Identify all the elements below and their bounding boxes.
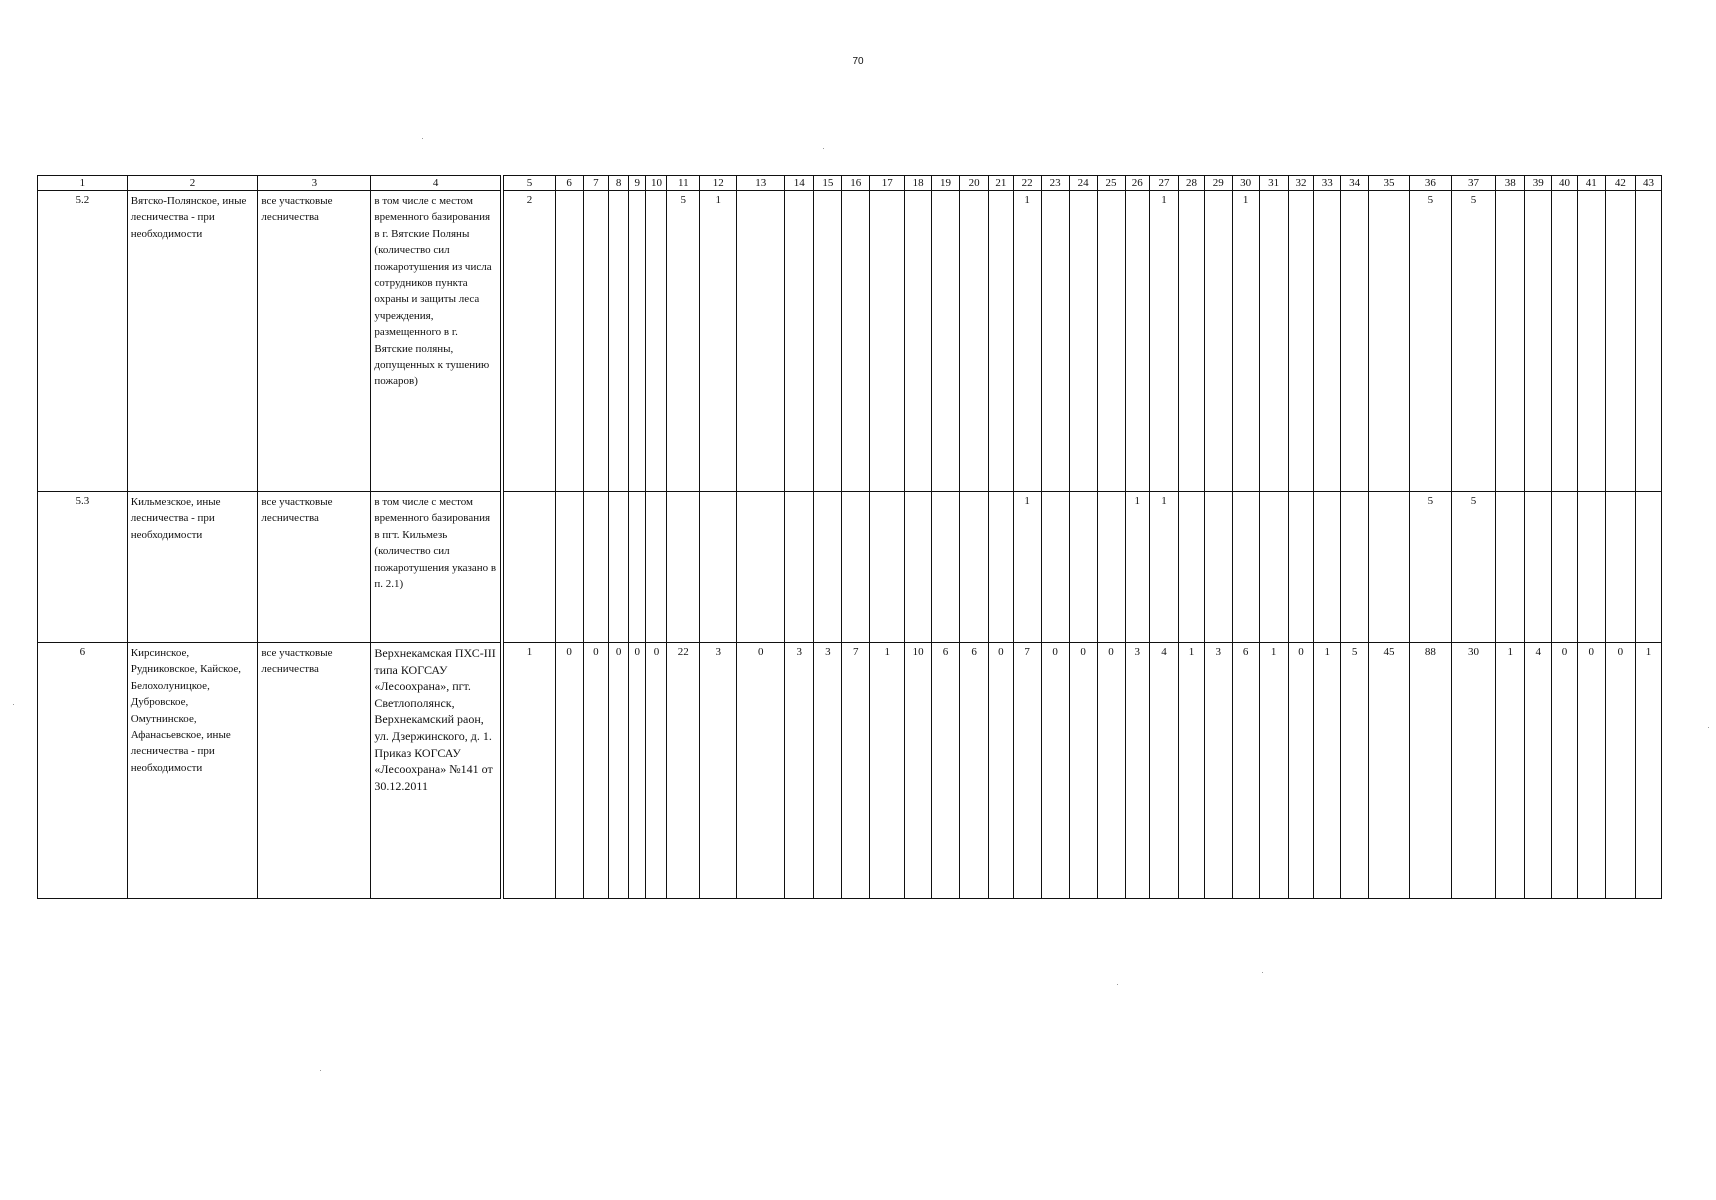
value-cell xyxy=(1369,191,1410,492)
header-cell: 36 xyxy=(1409,176,1451,191)
scan-speck xyxy=(1117,984,1118,985)
value-cell xyxy=(583,191,609,492)
header-cell: 7 xyxy=(583,176,609,191)
value-cell xyxy=(814,191,842,492)
header-cell: 29 xyxy=(1204,176,1232,191)
header-cell: 37 xyxy=(1451,176,1495,191)
value-cell: 1 xyxy=(1314,643,1341,899)
value-cell xyxy=(737,191,785,492)
value-cell: 4 xyxy=(1149,643,1178,899)
value-cell xyxy=(1259,492,1288,643)
header-cell: 24 xyxy=(1069,176,1097,191)
header-cell: 19 xyxy=(932,176,960,191)
value-cell xyxy=(1097,492,1125,643)
scan-speck xyxy=(422,138,423,139)
header-cell: 28 xyxy=(1179,176,1205,191)
value-cell xyxy=(1314,191,1341,492)
header-cell: 23 xyxy=(1041,176,1069,191)
value-cell xyxy=(960,492,989,643)
header-cell: 15 xyxy=(814,176,842,191)
header-cell: 38 xyxy=(1496,176,1525,191)
value-cell xyxy=(989,191,1013,492)
value-cell xyxy=(1288,191,1314,492)
header-cell: 13 xyxy=(737,176,785,191)
header-cell: 41 xyxy=(1577,176,1605,191)
header-cell: 8 xyxy=(609,176,629,191)
value-cell: 0 xyxy=(1552,643,1578,899)
value-cell: 30 xyxy=(1451,643,1495,899)
value-cell: 22 xyxy=(667,643,700,899)
header-cell: 11 xyxy=(667,176,700,191)
value-cell: 88 xyxy=(1409,643,1451,899)
header-cell: 42 xyxy=(1605,176,1635,191)
value-cell: 2 xyxy=(504,191,555,492)
value-cell: 7 xyxy=(1013,643,1041,899)
value-cell: 7 xyxy=(842,643,870,899)
value-cell: 0 xyxy=(989,643,1013,899)
page-number: 70 xyxy=(852,56,864,67)
value-cell: 1 xyxy=(1013,191,1041,492)
value-cell xyxy=(1369,492,1410,643)
value-cell: 5 xyxy=(1341,643,1369,899)
value-cell xyxy=(737,492,785,643)
value-cell xyxy=(1496,191,1525,492)
header-cell: 14 xyxy=(785,176,814,191)
value-cell: 1 xyxy=(1125,492,1149,643)
value-cell: 0 xyxy=(555,643,583,899)
value-cell xyxy=(646,191,667,492)
value-cell xyxy=(1288,492,1314,643)
value-cell xyxy=(1552,191,1578,492)
scan-speck xyxy=(320,1070,321,1071)
value-cell: 0 xyxy=(1288,643,1314,899)
value-cell: 0 xyxy=(629,643,646,899)
value-cell: 4 xyxy=(1525,643,1552,899)
header-cell: 25 xyxy=(1097,176,1125,191)
value-cell xyxy=(1525,492,1552,643)
header-cell: 40 xyxy=(1552,176,1578,191)
districts-cell: все участковые лесничества xyxy=(258,191,371,492)
value-cell xyxy=(504,492,555,643)
scan-speck xyxy=(13,704,14,705)
value-cell: 1 xyxy=(1179,643,1205,899)
value-cell xyxy=(1605,492,1635,643)
value-cell: 0 xyxy=(1605,643,1635,899)
header-cell: 17 xyxy=(870,176,905,191)
value-cell xyxy=(609,191,629,492)
value-cell xyxy=(1041,191,1069,492)
value-cell xyxy=(1577,492,1605,643)
value-cell: 1 xyxy=(1232,191,1259,492)
value-cell xyxy=(989,492,1013,643)
description-cell: в том числе с местом временного базирования в пгт. Кильмезь (количество сил пожаротушения указано в п. 2.1) xyxy=(371,492,500,643)
value-cell xyxy=(842,191,870,492)
value-cell xyxy=(960,191,989,492)
forestries-cell: Кильмезское, иные лесничества - при необходимости xyxy=(127,492,258,643)
value-cell xyxy=(667,492,700,643)
value-cell xyxy=(870,191,905,492)
header-cell: 4 xyxy=(371,176,500,191)
description-cell: в том числе с местом временного базирования в г. Вятские Поляны (количество сил пожаротушения из числа сотрудников пункта охраны и защиты леса учреждения, размещенного в г. Вятские поляны, допущенных к тушению пожаров) xyxy=(371,191,500,492)
value-cell: 10 xyxy=(905,643,932,899)
header-cell: 31 xyxy=(1259,176,1288,191)
value-cell: 3 xyxy=(1125,643,1149,899)
value-cell xyxy=(785,492,814,643)
value-cell xyxy=(1552,492,1578,643)
value-cell xyxy=(1341,191,1369,492)
header-cell: 2 xyxy=(127,176,258,191)
value-cell xyxy=(1232,492,1259,643)
value-cell: 0 xyxy=(737,643,785,899)
value-cell xyxy=(1636,492,1662,643)
value-cell: 0 xyxy=(1041,643,1069,899)
value-cell xyxy=(629,191,646,492)
header-cell: 30 xyxy=(1232,176,1259,191)
value-cell: 6 xyxy=(1232,643,1259,899)
value-cell xyxy=(1069,191,1097,492)
value-cell: 1 xyxy=(504,643,555,899)
value-cell xyxy=(814,492,842,643)
description-cell: Верхнекамская ПХС-III типа КОГСАУ «Лесоохрана», пгт. Светлополянск, Верхнекамский раон, ул. Дзержинского, д. 1. Приказ КОГСАУ «Лесоохрана» №141 от 30.12.2011 xyxy=(371,643,500,899)
value-cell: 5 xyxy=(1409,492,1451,643)
value-cell: 0 xyxy=(609,643,629,899)
value-cell xyxy=(646,492,667,643)
row-id: 6 xyxy=(38,643,128,899)
value-cell: 0 xyxy=(1069,643,1097,899)
value-cell xyxy=(1259,191,1288,492)
value-cell xyxy=(1496,492,1525,643)
header-cell: 18 xyxy=(905,176,932,191)
value-cell xyxy=(1314,492,1341,643)
value-cell xyxy=(555,492,583,643)
value-cell xyxy=(1041,492,1069,643)
value-cell xyxy=(905,492,932,643)
value-cell: 1 xyxy=(1636,643,1662,899)
table-row xyxy=(38,492,1662,643)
value-cell xyxy=(1636,191,1662,492)
header-cell: 35 xyxy=(1369,176,1410,191)
scan-speck xyxy=(1262,972,1263,973)
header-cell: 3 xyxy=(258,176,371,191)
header-cell: 43 xyxy=(1636,176,1662,191)
value-cell xyxy=(1179,191,1205,492)
districts-cell: все участковые лесничества xyxy=(258,492,371,643)
header-cell: 21 xyxy=(989,176,1013,191)
header-cell: 22 xyxy=(1013,176,1041,191)
value-cell: 1 xyxy=(700,191,737,492)
value-cell: 6 xyxy=(932,643,960,899)
value-cell xyxy=(932,492,960,643)
value-cell xyxy=(583,492,609,643)
header-cell: 34 xyxy=(1341,176,1369,191)
value-cell xyxy=(1204,492,1232,643)
value-cell xyxy=(785,191,814,492)
header-cell: 32 xyxy=(1288,176,1314,191)
header-cell: 16 xyxy=(842,176,870,191)
header-cell: 20 xyxy=(960,176,989,191)
value-cell xyxy=(1525,191,1552,492)
value-cell xyxy=(700,492,737,643)
value-cell xyxy=(1097,191,1125,492)
value-cell xyxy=(1605,191,1635,492)
value-cell: 1 xyxy=(1149,191,1178,492)
value-cell: 0 xyxy=(1097,643,1125,899)
header-cell: 9 xyxy=(629,176,646,191)
value-cell xyxy=(1179,492,1205,643)
value-cell: 0 xyxy=(583,643,609,899)
header-cell: 5 xyxy=(504,176,555,191)
forestries-cell: Вятско-Полянское, иные лесничества - при необходимости xyxy=(127,191,258,492)
row-id: 5.2 xyxy=(38,191,128,492)
row-id: 5.3 xyxy=(38,492,128,643)
value-cell: 1 xyxy=(870,643,905,899)
value-cell: 3 xyxy=(814,643,842,899)
value-cell xyxy=(932,191,960,492)
header-cell: 39 xyxy=(1525,176,1552,191)
value-cell: 1 xyxy=(1259,643,1288,899)
table-row xyxy=(38,643,1662,899)
value-cell: 45 xyxy=(1369,643,1410,899)
forestries-cell: Кирсинское, Рудниковское, Кайское, Белохолуницкое, Дубровское, Омутнинское, Афанасьевское, иные лесничества - при необходимости xyxy=(127,643,258,899)
value-cell xyxy=(1125,191,1149,492)
value-cell: 6 xyxy=(960,643,989,899)
allocation-table xyxy=(37,175,1662,899)
value-cell: 1 xyxy=(1013,492,1041,643)
value-cell xyxy=(870,492,905,643)
value-cell: 3 xyxy=(785,643,814,899)
header-cell: 33 xyxy=(1314,176,1341,191)
header-cell: 26 xyxy=(1125,176,1149,191)
value-cell xyxy=(1341,492,1369,643)
value-cell: 1 xyxy=(1496,643,1525,899)
value-cell: 0 xyxy=(646,643,667,899)
header-cell: 12 xyxy=(700,176,737,191)
value-cell: 5 xyxy=(1451,492,1495,643)
value-cell xyxy=(842,492,870,643)
value-cell: 5 xyxy=(667,191,700,492)
districts-cell: все участковые лесничества xyxy=(258,643,371,899)
value-cell: 5 xyxy=(1451,191,1495,492)
scan-speck xyxy=(823,148,824,149)
value-cell xyxy=(555,191,583,492)
value-cell xyxy=(905,191,932,492)
value-cell: 5 xyxy=(1409,191,1451,492)
value-cell: 3 xyxy=(1204,643,1232,899)
value-cell: 0 xyxy=(1577,643,1605,899)
value-cell xyxy=(1577,191,1605,492)
value-cell xyxy=(1204,191,1232,492)
header-row xyxy=(38,176,1662,191)
header-cell: 1 xyxy=(38,176,128,191)
value-cell xyxy=(629,492,646,643)
table-row xyxy=(38,191,1662,492)
value-cell: 3 xyxy=(700,643,737,899)
scan-speck xyxy=(1708,727,1709,728)
header-cell: 27 xyxy=(1149,176,1178,191)
header-cell: 10 xyxy=(646,176,667,191)
value-cell: 1 xyxy=(1149,492,1178,643)
value-cell xyxy=(609,492,629,643)
value-cell xyxy=(1069,492,1097,643)
header-cell: 6 xyxy=(555,176,583,191)
